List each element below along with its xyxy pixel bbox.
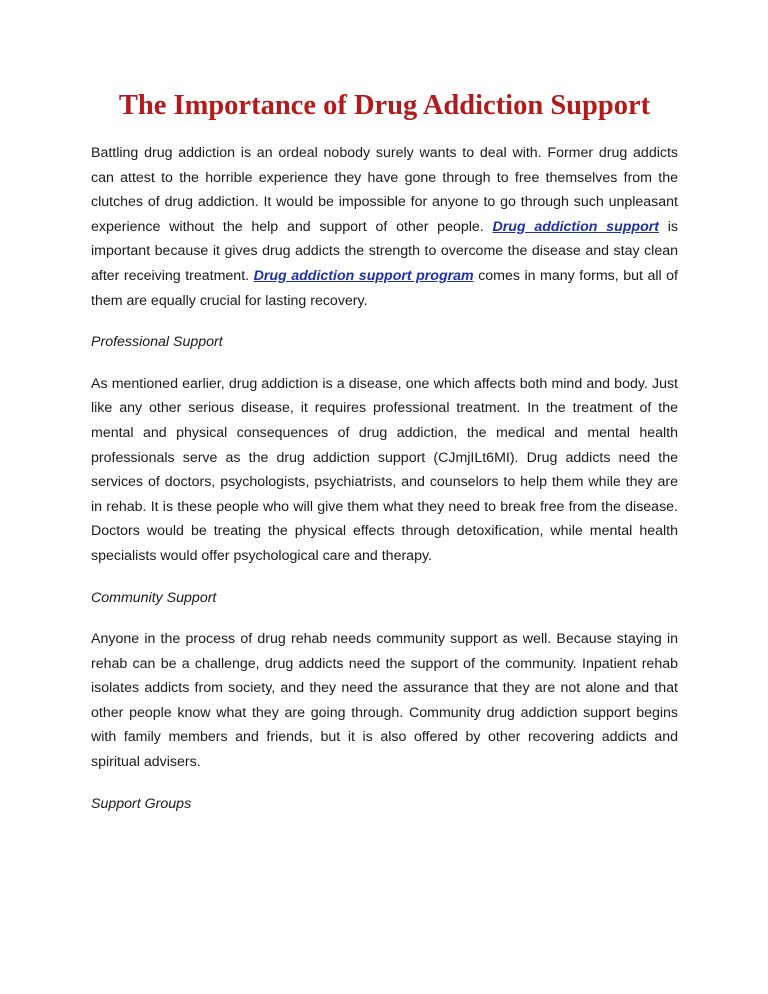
section-heading-community-support: Community Support bbox=[91, 589, 217, 606]
intro-paragraph bbox=[91, 141, 678, 313]
drug-addiction-support-program-link[interactable]: Drug addiction support program bbox=[253, 267, 474, 284]
section-heading-support-groups: Support Groups bbox=[91, 795, 192, 812]
intro-text-2: is important because it gives drug addicts the strength to overcome the disease and stay clean after receiving treatment. bbox=[91, 218, 678, 284]
intro-text-3: comes in many forms, but all of them are equally crucial for lasting recovery. bbox=[91, 267, 678, 309]
drug-addiction-support-link[interactable]: Drug addiction support bbox=[492, 218, 659, 235]
intro-text-1: Battling drug addiction is an ordeal nobody surely wants to deal with. Former drug addicts can attest to the horrible experience they have gone through to free themselves from the clutches of drug addiction. It would be impossible for anyone to go through such unpleasant experience without the help and support of other people. bbox=[91, 145, 678, 235]
professional-support-paragraph: As mentioned earlier, drug addiction is a disease, one which affects both mind and body. Just like any other serious disease, it requires professional treatment. In the treatment of the mental and physical consequences of drug addiction, the medical and mental health professionals serve as the drug addiction support (CJmjILt6MI). Drug addicts need the services of doctors, psychologists, psychiatrists, and counselors to help them while they are in rehab. It is these people who will give them what they need to break free from the disease. Doctors would be treating the physical effects through detoxification, while mental health specialists would offer psychological care and therapy. bbox=[91, 375, 678, 564]
community-support-paragraph: Anyone in the process of drug rehab needs community support as well. Because staying in rehab can be a challenge, drug addicts need the support of the community. Inpatient rehab isolates addicts from society, and they need the assurance that they are not alone and that other people know what they are going through. Community drug addiction support begins with family members and friends, but it is also offered by other recovering addicts and spiritual advisers. bbox=[91, 631, 678, 771]
page-title: The Importance of Drug Addiction Support bbox=[118, 90, 651, 121]
document-page bbox=[91, 86, 678, 816]
section-heading-professional-support: Professional Support bbox=[91, 334, 223, 351]
